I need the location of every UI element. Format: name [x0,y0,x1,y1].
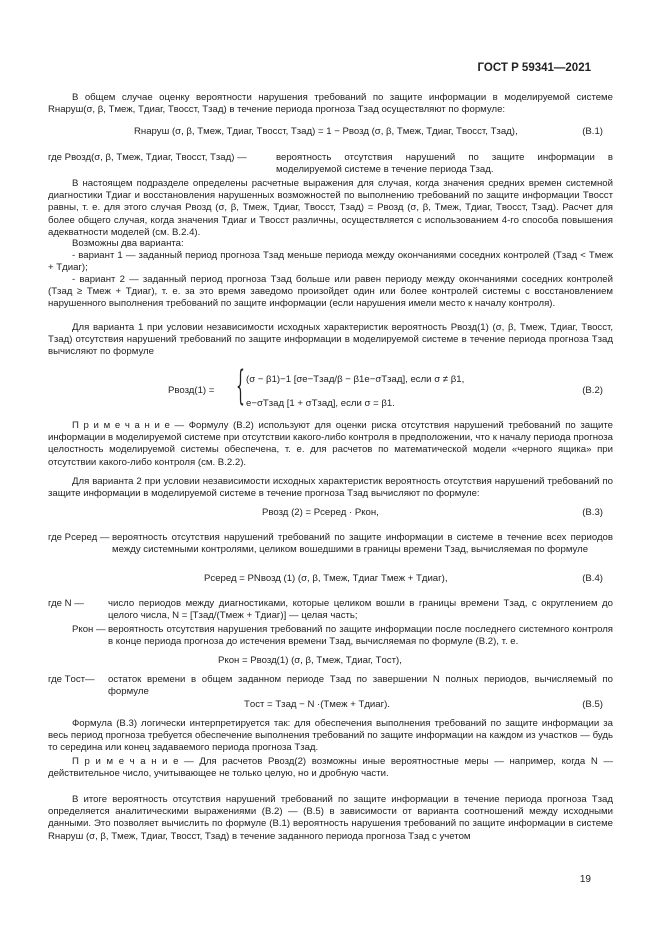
paragraph-variant-2-formula: Для варианта 2 при условии независимости исходных характеристик вероятность отсутствия нарушений требований по защите информации в моделируемой системе в течение прогноза Tзад вычисляют по формуле: [48,476,613,500]
equation-b2-line2: e−σTзад [1 + σTзад], если σ = β1. [246,398,395,409]
paragraph-interpretation: Формула (В.3) логически интерпретируется так: для обеспечения выполнения требований по защите информации за весь период прогноза требуется обеспечение выполнения требований по защите информации на каждом из участков — будь то середина или конец задаваемого периода прогноза Tзад. [48,718,613,754]
equation-b2-line1: (σ − β1)−1 [σe−Tзад/β − β1e−σTзад], если σ ≠ β1, [246,374,465,385]
equation-b4: Pсеред = PNвозд (1) (σ, β, Tмеж, Tдиаг Tмеж + Tдиаг), [204,573,448,584]
equation-b3-number: (В.3) [582,507,603,518]
equation-b5-number: (В.5) [582,699,603,710]
where-label-n: где N — [48,598,84,609]
note-2: П р и м е ч а н и е — Для расчетов Pвозд(2) возможны иные вероятностные меры — например, когда N — действительное число, учитывающее не только целую, но и дробную части. [48,756,613,780]
paragraph-variant-1: - вариант 1 — заданный период прогноза Tзад меньше периода между окончаниями соседних контролей (Tзад < Tмеж + Tдиаг); [48,250,613,274]
where-label-pspread: где Pсеред — [48,532,110,543]
paragraph-conclusion: В итоге вероятность отсутствия нарушений требований по защите информации в течение периода прогноза Tзад определяется аналитическими выражениями (В.2) — (В.5) в зависимости от варианта соотношений между исходными данными. Это позволяет вычислить по формуле (В.1) вероятность нарушения требований по защите информации в системе Rнаруш (σ, β, Tмеж, Tдиаг, Tвосст, Tзад) в течение заданного периода прогноза Tзад с учетом [48,794,613,842]
where-definition-n: число периодов между диагностиками, которые целиком вошли в границы времени Tзад, с округлением до целого числа, N = [Tзад/(Tмеж + Tдиаг)] — целая часть; [108,598,613,622]
equation-b5: Tост = Tзад − N ·(Tмеж + Tдиаг). [244,699,390,710]
paragraph-variant-2: - вариант 2 — заданный период прогноза Tзад больше или равен периоду между окончаниями соседних контролей (Tзад ≥ Tмеж + Tдиаг), т. е. за это время заведомо произойдет один или более контролей системы с восстановлением нарушенного выполнения требований по защите информации (если нарушения имели место к началу контроля). [48,274,613,310]
where-definition-tost: остаток времени в общем заданном периоде Tзад по завершении N полных периодов, вычисляемый по формуле [108,674,613,698]
equation-b2-brace: { [236,363,245,409]
where-definition-pvozd: вероятность отсутствия нарушений по защите информации в моделируемой системе в течение периода Tзад. [276,152,613,176]
equation-b2-number: (В.2) [582,385,603,396]
page-number: 19 [579,874,591,885]
equation-b2-lhs: Pвозд(1) = [168,385,215,396]
where-definition-pkon: вероятность отсутствия нарушения требований по защите информации после последнего системного контроля в конце периода прогноза до истечения времени Tзад, вычисляемая по формуле (В.2), т. е. [108,624,613,648]
paragraph-scope: В настоящем подразделе определены расчетные выражения для случая, когда значения средних времен системной диагностики Tдиаг и восстановления нарушенных возможностей по выполнению требований по защите информации Tвосст равны, т. е. для этого случая Pвозд (σ, β, Tмеж, Tдиаг, Tвосст, Tзад) = Pвозд (σ, β, Tмеж, Tдиаг, Tвосст, Tзад). Расчет для более общего случая, когда значения Tдиаг и Tвосст различны, осуществляется с использованием 4-го способа повышения адекватности моделей (см. В.2.4). [48,178,613,238]
note-1: П р и м е ч а н и е — Формулу (В.2) используют для оценки риска отсутствия нарушений требований по защите информации в моделируемой системе при отсутствии какого-либо контроля в предположении, что к началу периода прогноза целостность моделируемой системы обеспечена, т. е. для расчетов по математической модели «черного ящика» при отсутствии какого-либо контроля (см. В.2.2). [48,420,613,468]
equation-b3: Pвозд (2) = Pсеред · Pкон, [262,507,379,518]
equation-b1-number: (В.1) [582,126,603,137]
equation-pkon: Pкон = Pвозд(1) (σ, β, Tмеж, Tдиаг, Tост), [218,655,402,666]
equation-b1: Rнаруш (σ, β, Tмеж, Tдиаг, Tвосст, Tзад) = 1 − Pвозд (σ, β, Tмеж, Tдиаг, Tвосст, Tзад), [134,126,518,137]
paragraph-variants: Возможны два варианта: [72,238,184,249]
where-label-pkon: Pкон — [72,624,106,635]
document-header: ГОСТ Р 59341—2021 [477,62,591,74]
paragraph-intro: В общем случае оценку вероятности нарушения требований по защите информации в моделируемой системе Rнаруш(σ, β, Tмеж, Tдиаг, Tвосст, Tзад) в течение периода прогноза Tзад осуществляют по формуле: [48,92,613,116]
equation-b4-number: (В.4) [582,573,603,584]
where-label-tost: где Tост— [48,674,95,685]
where-label-pvozd: где Pвозд(σ, β, Tмеж, Tдиаг, Tвосст, Tзад) — [48,152,247,163]
where-definition-pspread: вероятность отсутствия нарушений требований по защите информации в системе в течение всех периодов между системными контролями, целиком вошедшими в границы времени Tзад, вычисляемая по формуле [112,532,613,556]
paragraph-variant-1-formula: Для варианта 1 при условии независимости исходных характеристик вероятность Pвозд(1) (σ, β, Tмеж, Tдиаг, Tвосст, Tзад) отсутствия нарушений требований по защите информации в моделируемой системе в течение периода прогноза Tзад вычисляют по формуле [48,322,613,358]
